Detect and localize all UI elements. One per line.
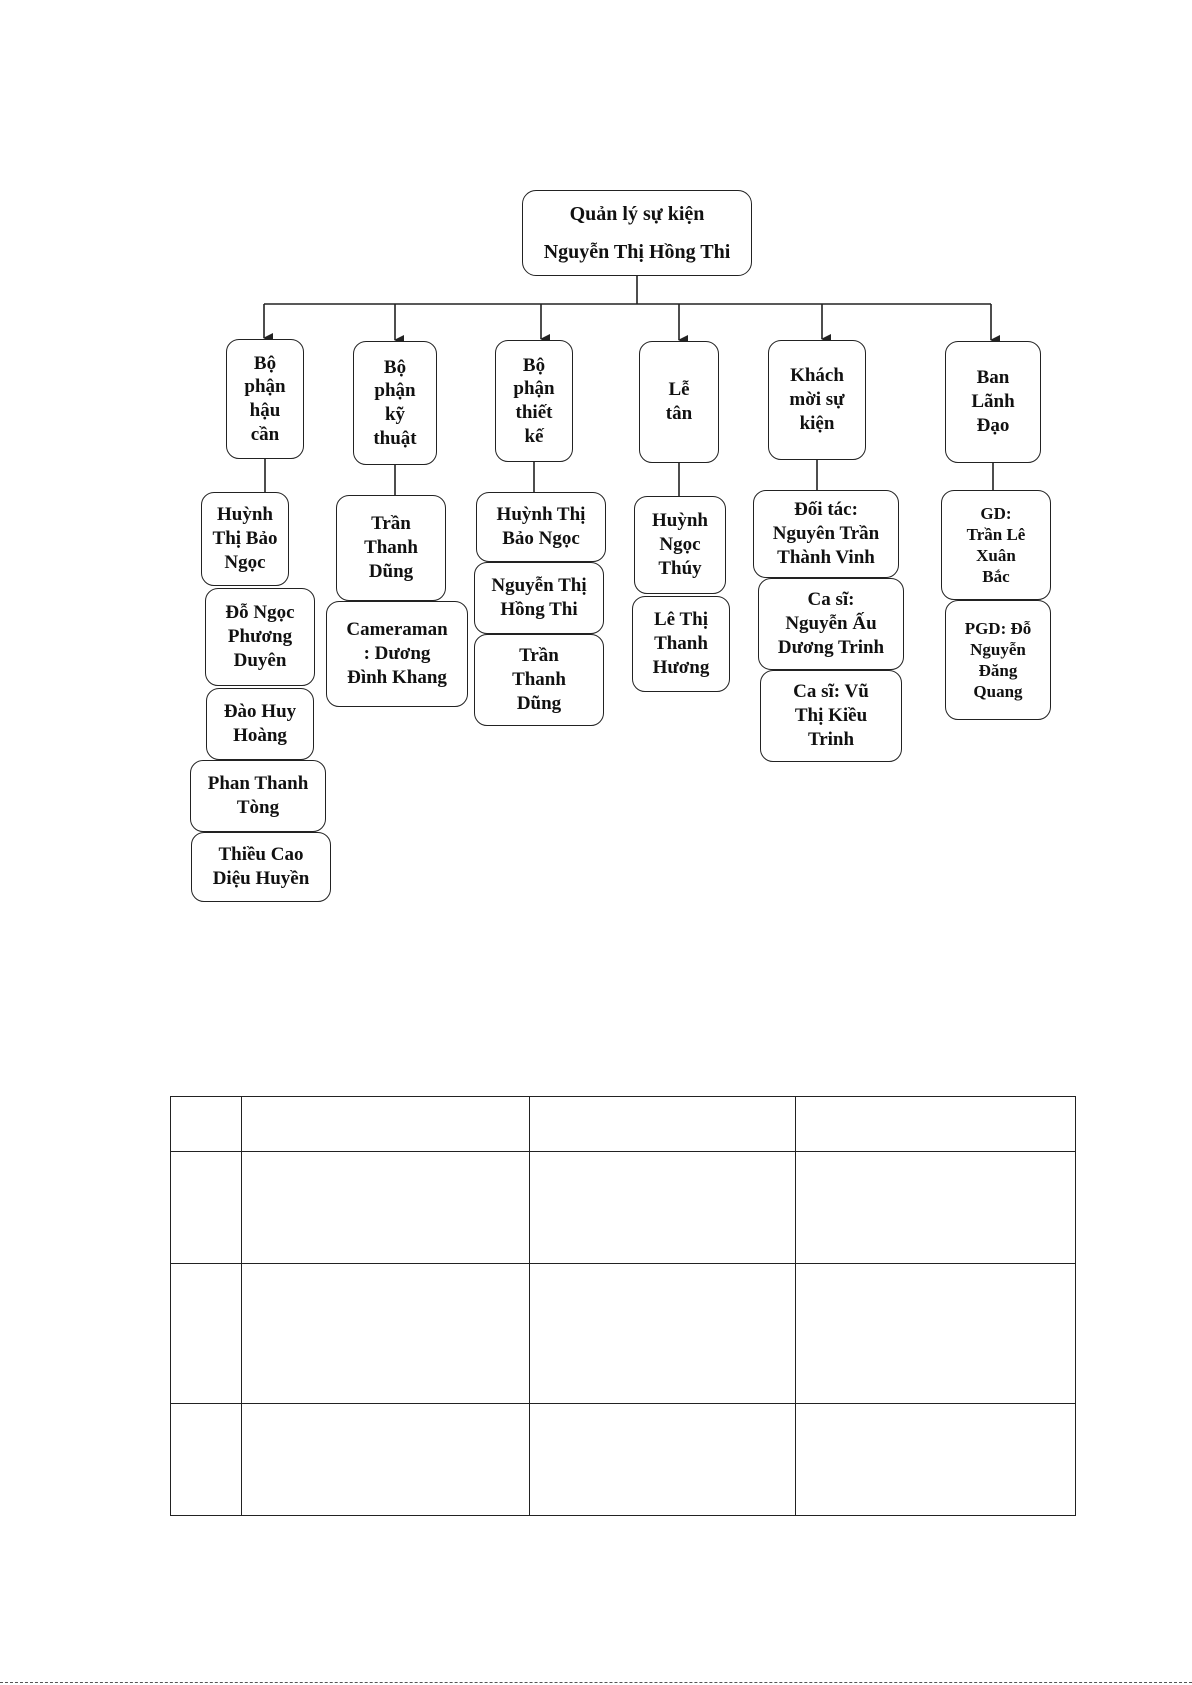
table-cell — [530, 1264, 796, 1404]
member-box-4-2: Lê Thị Thanh Hương — [632, 596, 730, 692]
member-box-5-3: Ca sĩ: Vũ Thị Kiều Trinh — [760, 670, 902, 762]
member-box-2-2: Cameraman : Dương Đình Khang — [326, 601, 468, 707]
member-box-1-2: Đỗ Ngọc Phương Duyên — [205, 588, 315, 686]
member-box-1-3: Đào Huy Hoàng — [206, 688, 314, 760]
page-bottom-rule — [0, 1682, 1192, 1683]
blank-table — [170, 1096, 1076, 1516]
table-cell — [242, 1152, 530, 1264]
table-cell — [530, 1404, 796, 1516]
root-name: Nguyễn Thị Hồng Thi — [543, 241, 731, 263]
department-box-2: Bộ phận kỹ thuật — [353, 341, 437, 465]
member-box-5-1: Đối tác: Nguyên Trần Thành Vinh — [753, 490, 899, 578]
table-row — [171, 1404, 1076, 1516]
table-cell — [796, 1097, 1076, 1152]
member-box-3-3: Trần Thanh Dũng — [474, 634, 604, 726]
table-cell — [796, 1152, 1076, 1264]
root-title: Quản lý sự kiện — [569, 203, 705, 225]
member-box-6-1: GD: Trần Lê Xuân Bắc — [941, 490, 1051, 600]
table-cell — [242, 1097, 530, 1152]
member-box-1-4: Phan Thanh Tòng — [190, 760, 326, 832]
department-box-1: Bộ phận hậu cần — [226, 339, 304, 459]
department-box-3: Bộ phận thiết kế — [495, 340, 573, 462]
table-cell — [242, 1404, 530, 1516]
root-box-event-manager — [522, 190, 752, 276]
table-row — [171, 1097, 1076, 1152]
member-box-3-1: Huỳnh Thị Bảo Ngọc — [476, 492, 606, 562]
table-cell — [171, 1097, 242, 1152]
table-cell — [242, 1264, 530, 1404]
member-box-5-2: Ca sĩ: Nguyễn Ấu Dương Trinh — [758, 578, 904, 670]
table-row — [171, 1264, 1076, 1404]
member-box-6-2: PGD: Đỗ Nguyễn Đăng Quang — [945, 600, 1051, 720]
table-cell — [171, 1152, 242, 1264]
table-cell — [796, 1404, 1076, 1516]
table-cell — [530, 1097, 796, 1152]
table-cell — [171, 1264, 242, 1404]
table-cell — [796, 1264, 1076, 1404]
department-box-4: Lễ tân — [639, 341, 719, 463]
member-box-2-1: Trần Thanh Dũng — [336, 495, 446, 601]
member-box-4-1: Huỳnh Ngọc Thúy — [634, 496, 726, 594]
member-box-1-1: Huỳnh Thị Bảo Ngọc — [201, 492, 289, 586]
table-row — [171, 1152, 1076, 1264]
table-cell — [171, 1404, 242, 1516]
department-box-6: Ban Lãnh Đạo — [945, 341, 1041, 463]
member-box-1-5: Thiều Cao Diệu Huyền — [191, 832, 331, 902]
department-box-5: Khách mời sự kiện — [768, 340, 866, 460]
member-box-3-2: Nguyễn Thị Hồng Thi — [474, 562, 604, 634]
table-cell — [530, 1152, 796, 1264]
